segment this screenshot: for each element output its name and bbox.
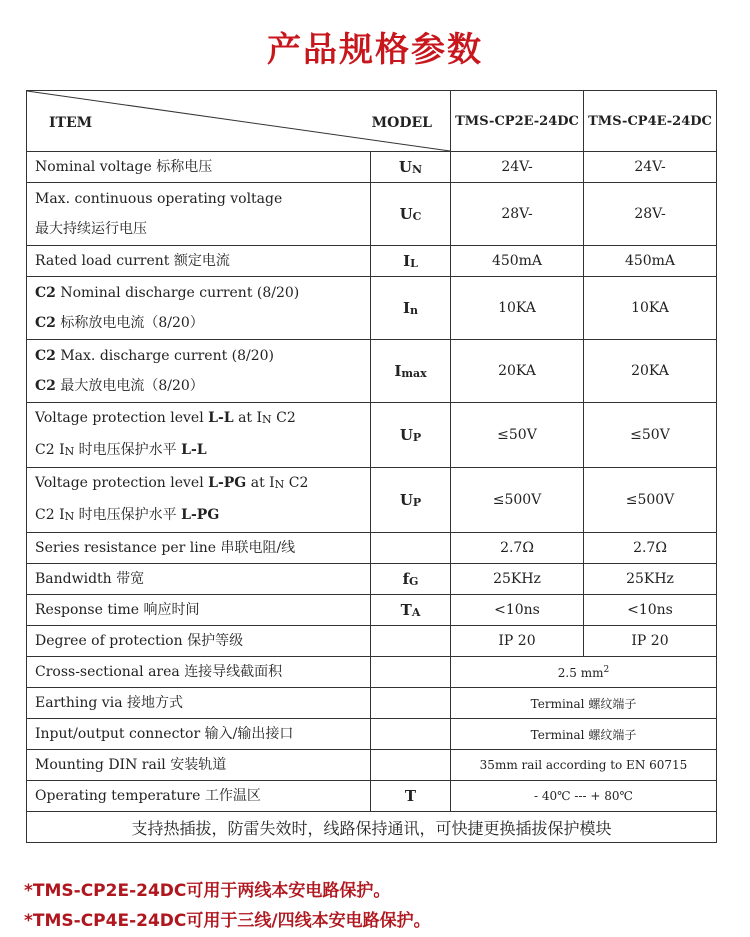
row-symbol: $U_N$ — [371, 152, 451, 183]
row-name: Cross-sectional area 连接导线截面积 — [27, 657, 371, 688]
row-value-2: 28V- — [584, 183, 717, 246]
table-row — [27, 688, 717, 719]
table-row — [27, 468, 717, 533]
table-footer-note: 支持热插拔，防雷失效时，线路保持通讯，可快捷更换插拔保护模块 — [27, 812, 717, 843]
row-name: Max. continuous operating voltage 最大持续运行电压 — [27, 183, 371, 246]
table-row — [27, 719, 717, 750]
row-symbol — [371, 533, 451, 564]
row-symbol — [371, 719, 451, 750]
header-model-label: MODEL — [371, 115, 432, 131]
row-value-1: ≤50V — [451, 403, 584, 468]
row-value-1: 20KA — [451, 340, 584, 403]
row-name: Input/output connector 输入/输出接口 — [27, 719, 371, 750]
table-row — [27, 246, 717, 277]
note-cp2e: *TMS-CP2E-24DC可用于两线本安电路保护。 — [24, 881, 391, 901]
row-symbol — [371, 626, 451, 657]
row-name: Degree of protection 保护等级 — [27, 626, 371, 657]
row-value-1: <10ns — [451, 595, 584, 626]
table-row — [27, 626, 717, 657]
row-value-1: 2.7Ω — [451, 533, 584, 564]
table-row — [27, 781, 717, 812]
row-symbol — [371, 657, 451, 688]
row-name: C2 Nominal discharge current (8/20) C2 标称放电电流（8/20） — [27, 277, 371, 340]
row-value-2: 450mA — [584, 246, 717, 277]
table-row — [27, 564, 717, 595]
row-value-2: 2.7Ω — [584, 533, 717, 564]
table-footer-row — [27, 812, 717, 843]
row-value-merged: - 40℃ --- + 80℃ — [451, 781, 717, 812]
header-item-label: ITEM — [49, 115, 93, 131]
row-value-merged: Terminal 螺纹端子 — [451, 719, 717, 750]
table-row — [27, 750, 717, 781]
row-name: Series resistance per line 串联电阻/线 — [27, 533, 371, 564]
row-symbol — [371, 688, 451, 719]
table-row — [27, 657, 717, 688]
header-model-2: TMS-CP4E-24DC — [584, 91, 717, 152]
note-cp4e: *TMS-CP4E-24DC可用于三线/四线本安电路保护。 — [24, 911, 431, 931]
row-value-1: ≤500V — [451, 468, 584, 533]
row-symbol: T — [371, 781, 451, 812]
row-symbol: $U_P$ — [371, 403, 451, 468]
table-row — [27, 595, 717, 626]
row-symbol: $I_{max}$ — [371, 340, 451, 403]
header-model-1: TMS-CP2E-24DC — [451, 91, 584, 152]
row-value-2: 24V- — [584, 152, 717, 183]
row-symbol: $T_A$ — [371, 595, 451, 626]
page-title: 产品规格参数 — [267, 30, 483, 70]
row-value-2: 25KHz — [584, 564, 717, 595]
row-name: Operating temperature 工作温区 — [27, 781, 371, 812]
row-symbol: $I_L$ — [371, 246, 451, 277]
row-symbol — [371, 750, 451, 781]
row-value-merged: 2.5 $mm^2$ — [451, 657, 717, 688]
table-row — [27, 277, 717, 340]
row-value-2: <10ns — [584, 595, 717, 626]
row-value-1: IP 20 — [451, 626, 584, 657]
row-name: C2 Max. discharge current (8/20) C2 最大放电电流（8/20） — [27, 340, 371, 403]
row-name: Voltage protection level L-PG at $I_N$ C2 C2 $I_N$ 时电压保护水平 L-PG — [27, 468, 371, 533]
row-symbol: $U_C$ — [371, 183, 451, 246]
row-symbol: $I_n$ — [371, 277, 451, 340]
row-value-2: ≤500V — [584, 468, 717, 533]
row-symbol: $f_G$ — [371, 564, 451, 595]
row-name: Response time 响应时间 — [27, 595, 371, 626]
spec-table — [26, 90, 717, 843]
row-value-1: 28V- — [451, 183, 584, 246]
row-value-1: 25KHz — [451, 564, 584, 595]
row-value-2: 10KA — [584, 277, 717, 340]
table-row — [27, 533, 717, 564]
row-name: Bandwidth 带宽 — [27, 564, 371, 595]
table-header-row — [27, 91, 717, 152]
header-item-model-cell — [27, 91, 451, 152]
row-name: Mounting DIN rail 安装轨道 — [27, 750, 371, 781]
row-value-1: 24V- — [451, 152, 584, 183]
row-name: Voltage protection level L-L at $I_N$ C2 C2 $I_N$ 时电压保护水平 L-L — [27, 403, 371, 468]
table-row — [27, 340, 717, 403]
row-symbol: $U_P$ — [371, 468, 451, 533]
row-value-2: 20KA — [584, 340, 717, 403]
row-value-2: ≤50V — [584, 403, 717, 468]
row-value-merged: 35mm rail according to EN 60715 — [451, 750, 717, 781]
row-value-merged: Terminal 螺纹端子 — [451, 688, 717, 719]
row-name: Nominal voltage 标称电压 — [27, 152, 371, 183]
row-value-1: 450mA — [451, 246, 584, 277]
row-value-2: IP 20 — [584, 626, 717, 657]
row-value-1: 10KA — [451, 277, 584, 340]
table-row — [27, 183, 717, 246]
row-name: Earthing via 接地方式 — [27, 688, 371, 719]
row-name: Rated load current 额定电流 — [27, 246, 371, 277]
table-row — [27, 152, 717, 183]
table-row — [27, 403, 717, 468]
